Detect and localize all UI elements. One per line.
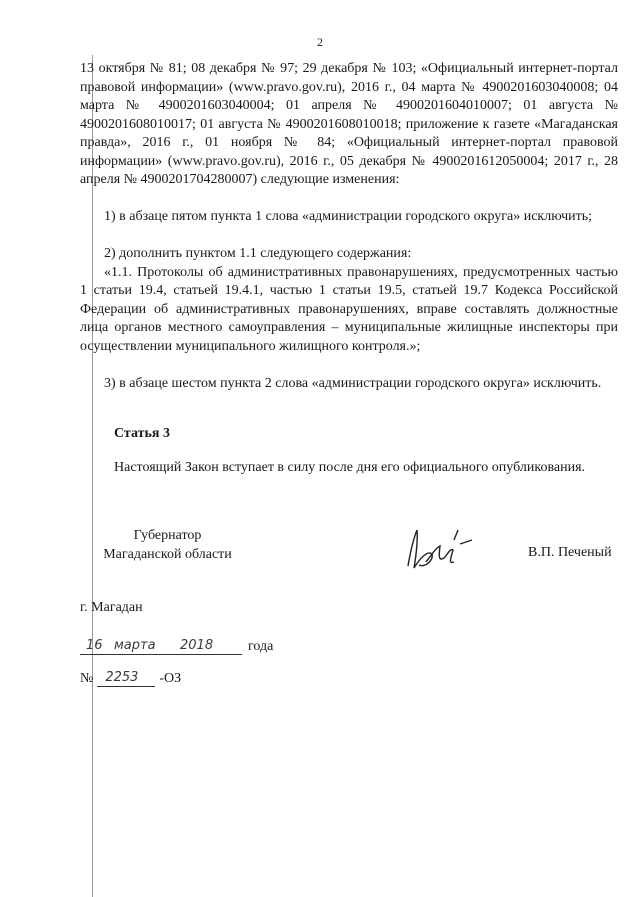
handwritten-month: марта xyxy=(114,638,156,653)
paragraph-item-3: 3) в абзаце шестом пункта 2 слова «администрации городского округа» исключить. xyxy=(104,375,602,391)
number-sign: № xyxy=(80,671,94,686)
paragraph-amendments-intro: 13 октября № 81; 08 декабря № 97; 29 декабря № 103; «Официальный интернет-портал правовой информации» (www.pravo.gov.ru), 2016 г., 04 марта № 4900201603040008; 04 марта № 4900201603040004; 01 апреля № 4900201604010007; 01 августа № 4900201608010017; 01 августа № 4900201608010018; приложение к газете «Магаданская правда», 2016 г., 01 ноября № 84; «Официальный интернет-портал правовой информации» (www.pravo.gov.ru), 2016 г., 05 декабря № 4900201612050004; 2017 г., 28 апреля № 4900201704280007) следующие изменения: xyxy=(80,61,618,187)
handwritten-year: 2018 xyxy=(180,638,214,653)
number-suffix: -ОЗ xyxy=(159,671,182,686)
paragraph-item-1: 1) в абзаце пятом пункта 1 слова «администрации городского округа» исключить; xyxy=(104,209,593,224)
signatory-title-line2: Магаданской области xyxy=(103,547,232,562)
signatory-title-line1: Губернатор xyxy=(133,528,202,543)
article-3-text: Настоящий Закон вступает в силу после дня его официального опубликования. xyxy=(114,460,586,475)
document-body xyxy=(80,60,618,393)
signatory-name: В.П. Печеный xyxy=(528,545,612,560)
number-fill-line xyxy=(97,668,155,687)
place-of-signing: г. Магадан xyxy=(80,600,143,615)
handwritten-number: 2253 xyxy=(105,670,139,685)
date-suffix: года xyxy=(248,639,274,654)
signing-date xyxy=(80,636,273,660)
article-3-title: Статья 3 xyxy=(114,426,170,441)
paragraph-item-1-1-quote: «1.1. Протоколы об административных правонарушениях, предусмотренных частью 1 статьи 19.4, статьей 19.4.1, частью 1 статьи 19.5, статьей 19.7 Кодекса Российской Федерации об административных правонарушениях, вправе составлять должностные лица органов местного самоуправления – муниципальные жилищные инспекторы при осуществлении муниципального жилищного контроля.»; xyxy=(80,264,618,354)
paragraph-item-2: 2) дополнить пунктом 1.1 следующего содержания: xyxy=(104,246,412,261)
page-number: 2 xyxy=(317,35,323,49)
handwritten-signature xyxy=(398,518,480,578)
law-number xyxy=(80,668,181,692)
date-fill-line xyxy=(80,636,242,655)
signatory-title xyxy=(80,526,255,564)
handwritten-day: 16 xyxy=(86,638,103,653)
